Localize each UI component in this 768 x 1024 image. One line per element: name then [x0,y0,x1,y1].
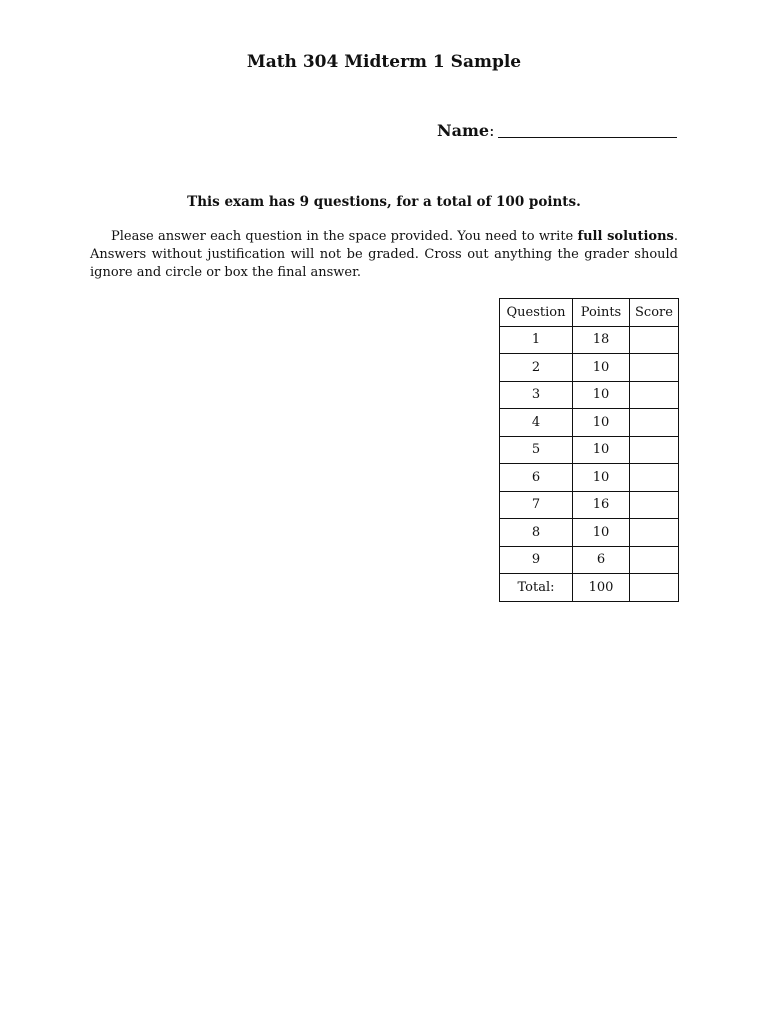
question-points: 10 [573,409,630,437]
question-score [630,381,679,409]
total-score [630,574,679,602]
name-colon: : [489,121,495,140]
instructions-text-2: . Answers without justification will not be graded. Cross out anything the grader should ignore and circle or box the final answer. [90,229,678,280]
question-points: 18 [573,326,630,354]
table-row [500,326,679,354]
table-row [500,381,679,409]
question-score [630,409,679,437]
table-row [500,546,679,574]
question-points: 10 [573,464,630,492]
question-points: 10 [573,381,630,409]
table-row [500,409,679,437]
question-number: 6 [500,464,573,492]
question-points: 6 [573,546,630,574]
header-points: Points [573,299,630,327]
exam-title: Math 304 Midterm 1 Sample [246,52,522,72]
table-row [500,354,679,382]
total-points: 100 [573,574,630,602]
total-label: Total: [500,574,573,602]
instructions-text-1: Please answer each question in the space provided. You need to write [111,229,578,244]
table-row [500,436,679,464]
table-row [500,491,679,519]
header-score: Score [630,299,679,327]
score-table [499,298,679,602]
exam-instructions [90,228,678,282]
question-number: 2 [500,354,573,382]
table-row [500,464,679,492]
question-score [630,464,679,492]
question-points: 10 [573,354,630,382]
question-points: 16 [573,491,630,519]
question-points: 10 [573,436,630,464]
question-score [630,519,679,547]
total-row [500,574,679,602]
question-number: 9 [500,546,573,574]
name-field-label [437,121,495,140]
score-table-header-row [500,299,679,327]
question-number: 1 [500,326,573,354]
question-points: 10 [573,519,630,547]
question-score [630,546,679,574]
table-row [500,519,679,547]
question-score [630,436,679,464]
question-score [630,354,679,382]
question-score [630,491,679,519]
question-number: 3 [500,381,573,409]
question-number: 5 [500,436,573,464]
name-label: Name [437,121,490,140]
name-blank-line [498,137,677,138]
header-question: Question [500,299,573,327]
instructions-emphasis: full solutions [577,229,674,244]
question-number: 8 [500,519,573,547]
question-number: 7 [500,491,573,519]
question-number: 4 [500,409,573,437]
question-score [630,326,679,354]
exam-summary: This exam has 9 questions, for a total of 100 points. [187,194,581,210]
